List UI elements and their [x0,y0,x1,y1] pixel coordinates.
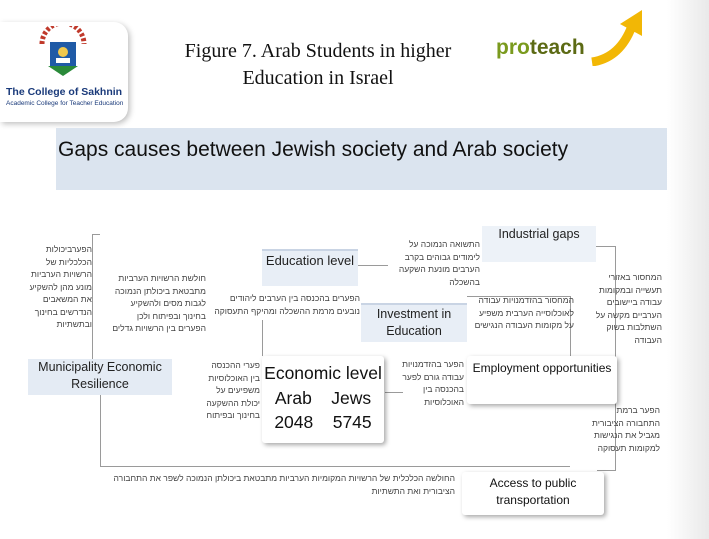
node-education-level-label: Education level [265,253,355,268]
note-left-top: הפערביכולות הכלכליות של הרשויות הערביות מונע מהן להשקיע את המשאבים הנדרשים בחינוך ובתשתיות [29,244,92,329]
node-municipality [28,359,172,395]
node-economic-level [262,356,384,443]
node-municipality-label: Municipality Economic Resilience [38,360,162,391]
label-jews: Jews [331,387,372,408]
label-arab: Arab [274,387,312,408]
rising-arrow-icon [590,6,650,66]
college-tagline: Academic College for Teacher Education [6,100,124,107]
note-center-low: פערי ההכנסה בין האוכלוסיות משפיעים על יכולת ההשקעה בחינוך ובפיתוח [206,360,260,420]
node-investment-in-education [361,305,467,342]
note-center-top: הפערים בהכנסה בין הערבים ליהודים נובעים מרמת ההשכלה ומהיקף התעסוקה [214,293,360,316]
note-mid-investment: המחסור בהזדמנויות עבודה לאוכלוסייה הערבית משפיע על מקומות העבודה הנגישים [474,295,574,330]
node-education-level [262,251,358,286]
connector-line [92,234,93,362]
figure-title-line-1: Figure 7. Arab Students in higher [184,40,452,62]
note-employment-left: הפער בהזדמנויות עבודה גורם לפער בהכנסה בין האוכלוסיות [402,359,464,407]
proteach-logo-teach: teach [529,36,585,59]
note-left-mid: חולשת הרשויות הערביות מתבטאת ביכולתן הנמוכה לגבות מסים ולהשקיע בחינוך ובפיתוח ולכן הפערים בין הרשויות גדלים [112,273,206,333]
college-logo [0,22,128,122]
node-access-public-transportation [462,472,604,515]
connector-line [596,246,616,247]
value-jews: 5745 [332,412,372,432]
node-investment-label: Investment in Education [376,307,452,338]
proteach-logo-pro: pro [496,36,530,59]
note-right-low: הפער ברמת התחבורה הציבורית מגביל את הנגישות למקומות תעסוקה [592,405,660,453]
college-name: The College of Sakhnin [6,86,123,98]
figure-title-line-2: Education in Israel [242,67,394,89]
value-arab: 2048 [274,412,314,432]
connector-line [358,265,388,266]
node-employment-label: Employment opportunities [472,361,612,375]
connector-line [100,466,570,467]
connector-line [100,392,101,466]
slide-right-strip [667,0,709,539]
economic-level-title: Economic level [264,363,382,383]
node-employment-opportunities [467,356,617,404]
node-industrial-gaps-label: Industrial gaps [498,227,580,241]
college-emblem-icon [34,26,92,84]
economic-level-group-labels [262,386,384,411]
proteach-logo [496,36,585,60]
note-right-top: המחסור באזורי תעשייה ובמקומות עבודה ביישובים הערביים מקשה על השתלבות בשוק העבודה [595,272,662,345]
connector-line [92,234,100,235]
figure-title [128,38,508,92]
slide-subtitle: Gaps causes between Jewish society and Arab society [58,138,569,161]
connector-line [597,470,616,471]
node-access-label: Access to public transportation [489,476,577,507]
node-industrial-gaps [482,226,596,262]
connector-line [262,320,263,356]
note-bottom: החולשה הכלכלית של הרשויות המקומיות הערביות מתבטאת ביכולתן הנמוכה לשפר את התחבורה הציבורית ואת התשתיות [113,473,455,496]
economic-level-values [262,410,384,435]
note-mid-education: התשואה הנמוכה על לימודים גבוהים בקרב הערבים מונעת השקעה בהשכלה [398,239,480,287]
